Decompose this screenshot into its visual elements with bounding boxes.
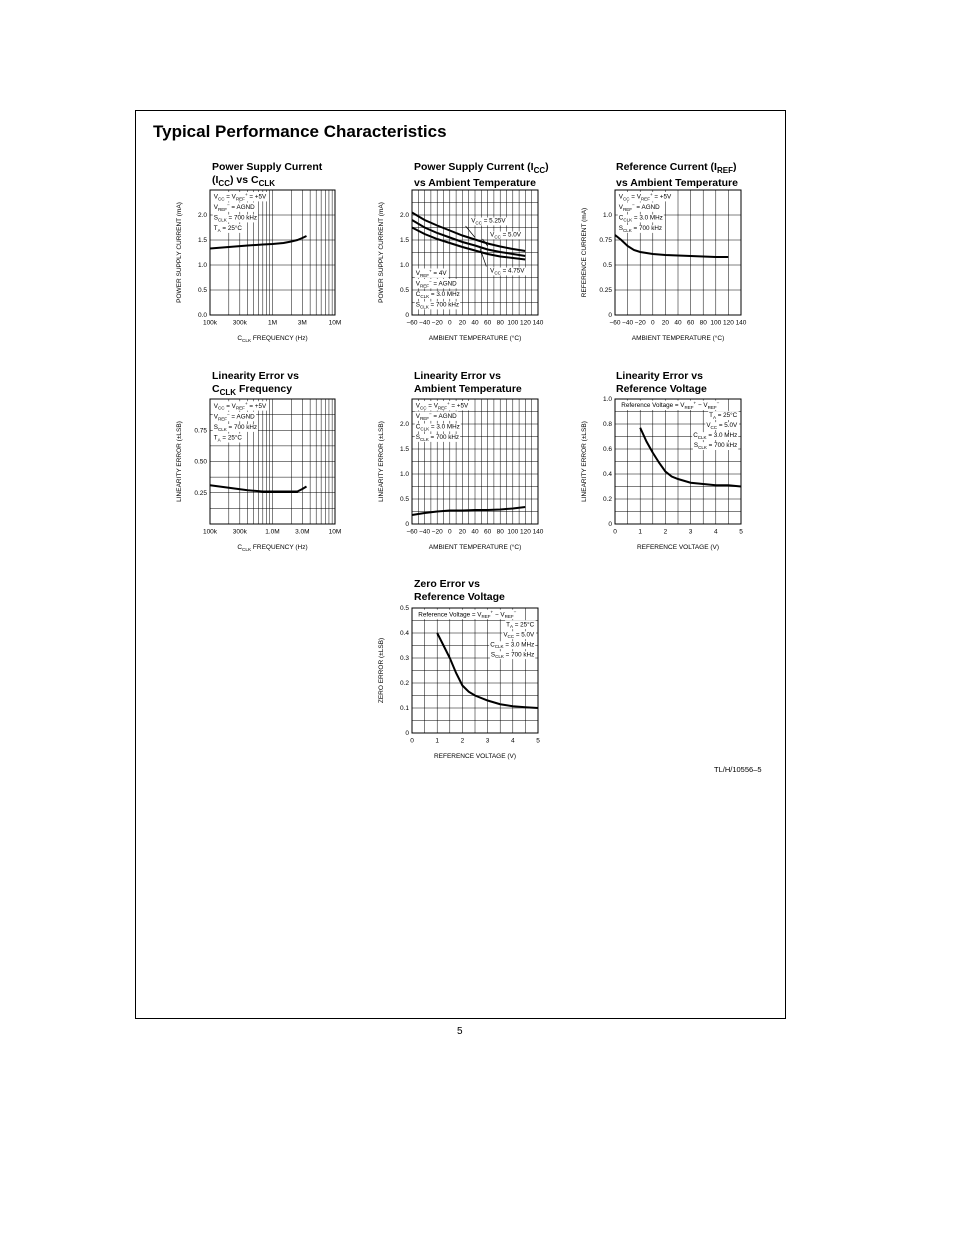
chart-annotation: $T_A = 25^\circ C$ bbox=[213, 434, 242, 443]
y-tick-label: 1.0 bbox=[197, 262, 207, 270]
x-tick-label: 60 bbox=[483, 528, 492, 536]
y-axis-label: LINEARITY ERROR (±LSB) bbox=[378, 421, 385, 502]
page-title: Typical Performance Characteristics bbox=[153, 122, 447, 141]
x-tick-label: 100 bbox=[710, 319, 722, 327]
chart-annotation: $V_{CC} = V_{REF}^+ = +5V$ bbox=[415, 400, 469, 411]
chart-annotation: $C_{CLK} = 3.0$ MHz bbox=[693, 432, 738, 441]
x-tick-label: 100 bbox=[507, 528, 519, 536]
chart-title: Zero Error vs Reference Voltage bbox=[414, 578, 505, 603]
chart-annotation: $V_{CC} = 4.75V$ bbox=[490, 267, 525, 276]
chart-annotation: $C_{CLK} = 3.0$ MHz bbox=[415, 291, 460, 299]
y-tick-label: 0.5 bbox=[399, 287, 409, 295]
x-tick-label: 80 bbox=[496, 528, 504, 536]
chart-svg bbox=[378, 190, 544, 342]
chart-title: Linearity Error vs $C_{CLK}$ Frequency bbox=[212, 370, 299, 398]
x-tick-label: 4 bbox=[713, 528, 718, 536]
chart-annotation: $V_{CC} = 5.0V$ bbox=[490, 231, 522, 240]
y-axis-label: LINEARITY ERROR (±LSB) bbox=[176, 421, 183, 502]
chart-svg bbox=[176, 190, 342, 343]
y-tick-label: 0.5 bbox=[399, 496, 409, 504]
chart-annotation: $C_{CLK} = 3.0$ MHz bbox=[415, 423, 460, 432]
chart-annotation: $V_{CC} = V_{REF}^+ = +5V$ bbox=[213, 401, 267, 411]
x-tick-label: 80 bbox=[699, 319, 707, 327]
chart-plot bbox=[581, 190, 747, 342]
chart-annotation: $V_{REF}^-$ = AGND bbox=[213, 411, 255, 422]
x-axis-label: AMBIENT TEMPERATURE (°C) bbox=[428, 335, 522, 342]
chart-annotation: $V_{REF}^-$ = AGND bbox=[415, 278, 457, 289]
x-tick-label: 100k bbox=[202, 528, 218, 536]
x-tick-label: −40 bbox=[419, 528, 431, 536]
x-tick-label: 2 bbox=[663, 528, 668, 536]
chart-annotation: $V_{CC} = 5.25V$ bbox=[471, 217, 506, 226]
chart-annotation: $C_{CLK} = 3.0$ MHz bbox=[618, 214, 663, 223]
x-tick-label: −20 bbox=[431, 528, 443, 536]
chart-annotation: $T_A = 25^\circ C$ bbox=[709, 412, 738, 421]
chart-annotation: $S_{CLK} = 700$ kHz bbox=[490, 651, 535, 660]
chart-annotation: $V_{CC} = V_{REF}^+ = +5V$ bbox=[213, 191, 267, 202]
x-axis-label: AMBIENT TEMPERATURE (°C) bbox=[631, 335, 725, 342]
x-tick-label: 4 bbox=[510, 737, 515, 745]
y-tick-label: 0.8 bbox=[602, 421, 612, 429]
chart-annotation: $V_{REF}^+ = 4V$ bbox=[415, 268, 447, 278]
x-tick-label: 1M bbox=[267, 319, 278, 327]
x-tick-label: −40 bbox=[622, 319, 634, 327]
y-tick-label: 1.5 bbox=[197, 237, 207, 245]
y-axis-label: ZERO ERROR (±LSB) bbox=[378, 637, 385, 704]
y-tick-label: 0.25 bbox=[599, 287, 612, 295]
chart-annotation: $S_{CLK} = 700$ kHz bbox=[415, 434, 460, 442]
chart-title: Power Supply Current $(I_{CC})$ vs Ambient Temperature bbox=[414, 161, 549, 190]
chart-plot bbox=[378, 190, 544, 342]
y-axis-label: LINEARITY ERROR (±LSB) bbox=[581, 421, 588, 502]
x-tick-label: 5 bbox=[536, 737, 540, 745]
x-tick-label: 3 bbox=[485, 737, 490, 745]
x-tick-label: 10M bbox=[328, 319, 342, 327]
y-tick-label: 1.0 bbox=[602, 212, 612, 220]
chart-svg bbox=[581, 396, 743, 551]
x-tick-label: −40 bbox=[419, 319, 431, 327]
x-tick-label: −20 bbox=[431, 319, 443, 327]
y-tick-label: 0.2 bbox=[399, 680, 409, 688]
y-axis-label: REFERENCE CURRENT (mA) bbox=[581, 207, 588, 298]
y-tick-label: 2.0 bbox=[197, 212, 207, 220]
chart-svg bbox=[378, 399, 544, 551]
x-tick-label: 10M bbox=[328, 528, 342, 536]
x-tick-label: 20 bbox=[458, 528, 467, 536]
y-tick-label: 1.0 bbox=[399, 471, 409, 479]
x-tick-label: 1 bbox=[638, 528, 643, 536]
x-tick-label: 140 bbox=[532, 528, 544, 536]
chart-annotation: $T_A = 25^\circ C$ bbox=[506, 621, 535, 630]
y-tick-label: 2.0 bbox=[399, 421, 409, 429]
y-tick-label: 1.0 bbox=[602, 396, 612, 404]
x-tick-label: 2 bbox=[460, 737, 465, 745]
x-tick-label: −60 bbox=[406, 319, 418, 327]
y-tick-label: 0 bbox=[405, 521, 409, 529]
y-tick-label: 0 bbox=[405, 730, 409, 738]
x-axis-label: $C_{CLK}$ FREQUENCY (Hz) bbox=[237, 335, 308, 343]
y-tick-label: 0.4 bbox=[399, 630, 409, 638]
chart-annotation: $S_{CLK} = 700$ kHz bbox=[693, 442, 738, 451]
y-tick-label: 0.3 bbox=[399, 655, 409, 663]
y-tick-label: 0 bbox=[608, 521, 612, 529]
x-tick-label: 3M bbox=[297, 319, 307, 327]
y-tick-label: 0.75 bbox=[194, 427, 207, 435]
x-axis-label: $C_{CLK}$ FREQUENCY (Hz) bbox=[237, 544, 308, 552]
x-tick-label: −60 bbox=[406, 528, 418, 536]
y-tick-label: 0.5 bbox=[602, 262, 612, 270]
x-tick-label: 300k bbox=[232, 528, 247, 536]
x-tick-label: 120 bbox=[722, 319, 734, 327]
chart-svg bbox=[581, 190, 747, 342]
y-tick-label: 0.50 bbox=[194, 458, 207, 466]
y-tick-label: 0.1 bbox=[399, 705, 409, 713]
x-tick-label: 1.0M bbox=[265, 528, 280, 536]
chart-title: Linearity Error vs Ambient Temperature bbox=[414, 370, 522, 395]
y-tick-label: 1.5 bbox=[399, 237, 409, 245]
chart-annotation: Reference Voltage = $V_{REF}^+ - V_{REF}^-$ bbox=[621, 400, 720, 411]
x-tick-label: 0 bbox=[410, 737, 414, 745]
chart-annotation: $V_{CC} = 5.0V$ bbox=[503, 631, 535, 640]
chart-annotation: $V_{REF}^-$ = AGND bbox=[618, 202, 660, 212]
chart-title: Power Supply Current $(I_{CC})$ vs $C_{CLK}$ bbox=[212, 161, 323, 189]
x-tick-label: 20 bbox=[458, 319, 467, 327]
chart-annotation: $T_A = 25^\circ C$ bbox=[213, 225, 242, 233]
x-tick-label: −60 bbox=[609, 319, 621, 327]
y-tick-label: 0 bbox=[405, 312, 409, 320]
chart-annotation: $V_{REF}^-$ = AGND bbox=[415, 411, 457, 421]
chart-annotation: $S_{CLK} = 700$ kHz bbox=[618, 225, 663, 233]
x-tick-label: 0 bbox=[447, 319, 452, 327]
x-tick-label: 3.0M bbox=[295, 528, 310, 536]
y-axis-label: POWER SUPPLY CURRENT (mA) bbox=[378, 202, 385, 303]
x-axis-label: REFERENCE VOLTAGE (V) bbox=[636, 544, 720, 551]
chart-annotation: $V_{REF}^-$ = AGND bbox=[213, 202, 255, 212]
x-tick-label: 120 bbox=[519, 319, 531, 327]
y-axis-label: POWER SUPPLY CURRENT (mA) bbox=[176, 202, 183, 303]
x-tick-label: 1 bbox=[435, 737, 440, 745]
chart-title: Linearity Error vs Reference Voltage bbox=[616, 370, 707, 395]
figure-reference: TL/H/10556–5 bbox=[714, 765, 762, 774]
x-axis-label: AMBIENT TEMPERATURE (°C) bbox=[428, 544, 522, 551]
chart-svg bbox=[378, 605, 540, 760]
y-tick-label: 0.0 bbox=[197, 312, 207, 320]
y-tick-label: 0.4 bbox=[602, 471, 612, 479]
y-tick-label: 0.2 bbox=[602, 496, 612, 504]
x-tick-label: 100 bbox=[507, 319, 519, 327]
chart-plot bbox=[378, 605, 540, 760]
x-tick-label: 40 bbox=[674, 319, 682, 327]
y-tick-label: 0.6 bbox=[602, 446, 612, 454]
x-tick-label: 300k bbox=[232, 319, 247, 327]
x-tick-label: 3 bbox=[688, 528, 693, 536]
x-tick-label: 60 bbox=[686, 319, 695, 327]
y-tick-label: 1.0 bbox=[399, 262, 409, 270]
x-tick-label: −20 bbox=[634, 319, 646, 327]
x-tick-label: 140 bbox=[735, 319, 747, 327]
y-tick-label: 0.75 bbox=[599, 237, 612, 245]
chart-annotation: $V_{CC} = V_{REF}^+ = +5V$ bbox=[618, 191, 672, 202]
chart-plot bbox=[378, 399, 544, 551]
chart-annotation: Reference Voltage = $V_{REF}^+ - V_{REF}^-$ bbox=[418, 609, 517, 620]
chart-annotation: $S_{CLK} = 700$ kHz bbox=[213, 214, 258, 223]
x-tick-label: 0 bbox=[650, 319, 655, 327]
x-tick-label: 40 bbox=[471, 528, 479, 536]
chart-annotation: $C_{CLK} = 3.0$ MHz bbox=[490, 641, 535, 650]
x-tick-label: 60 bbox=[483, 319, 492, 327]
y-tick-label: 0.5 bbox=[197, 287, 207, 295]
y-tick-label: 0 bbox=[608, 312, 612, 320]
x-tick-label: 20 bbox=[661, 319, 670, 327]
chart-svg bbox=[176, 399, 342, 552]
chart-annotation: $S_{CLK} = 700$ kHz bbox=[213, 424, 258, 432]
x-tick-label: 80 bbox=[496, 319, 504, 327]
y-tick-label: 0.25 bbox=[194, 489, 207, 497]
x-tick-label: 5 bbox=[739, 528, 743, 536]
chart-plot bbox=[176, 190, 342, 343]
y-tick-label: 2.0 bbox=[399, 212, 409, 220]
x-tick-label: 140 bbox=[532, 319, 544, 327]
y-tick-label: 1.5 bbox=[399, 446, 409, 454]
x-tick-label: 100k bbox=[202, 319, 218, 327]
chart-annotation: $S_{CLK} = 700$ kHz bbox=[415, 301, 460, 310]
x-tick-label: 40 bbox=[471, 319, 479, 327]
chart-title: Reference Current $(I_{REF})$ vs Ambient Temperature bbox=[616, 161, 738, 190]
chart-annotation: $V_{CC} = 5.0V$ bbox=[706, 422, 738, 431]
chart-plot bbox=[176, 399, 342, 552]
x-tick-label: 0 bbox=[613, 528, 617, 536]
x-axis-label: REFERENCE VOLTAGE (V) bbox=[433, 753, 517, 760]
x-tick-label: 120 bbox=[519, 528, 531, 536]
y-tick-label: 0.5 bbox=[399, 605, 409, 613]
page-number: 5 bbox=[457, 1026, 463, 1037]
x-tick-label: 0 bbox=[447, 528, 452, 536]
chart-plot bbox=[581, 396, 743, 551]
